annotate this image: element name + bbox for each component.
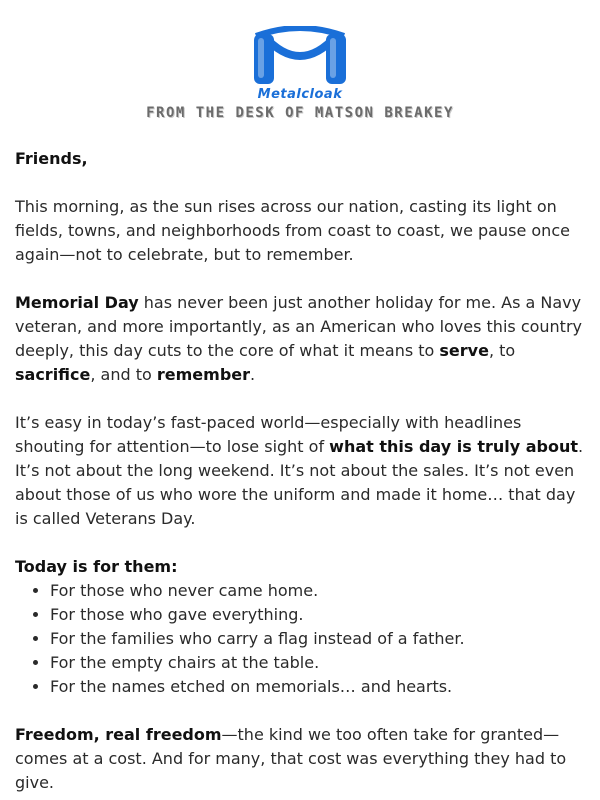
metalcloak-logo-icon [250, 26, 350, 86]
list-item: • For those who gave everything. [50, 603, 585, 627]
greeting: Friends, [15, 149, 88, 168]
today-heading: Today is for them: [15, 557, 178, 576]
paragraph-3: It’s easy in today’s fast-paced world—especially with headlines shouting for attention—to lose sight of what this day is truly about. It’s not about the long weekend. It’s not about the sales. It’s not even about those of us who wore the uniform and made it home… that day is called Veterans Day. [15, 413, 584, 528]
letter-body [0, 135, 600, 795]
list-item: • For the empty chairs at the table. [50, 651, 585, 675]
letter-header [0, 0, 600, 135]
list-item: • For the names etched on memorials… and hearts. [50, 675, 585, 699]
brand-name: Metalcloak [257, 87, 343, 102]
list-item: • For those who never came home. [50, 579, 585, 603]
header-tagline: FROM THE DESK OF MATSON BREAKEY [146, 105, 454, 121]
list-item: • For the families who carry a flag instead of a father. [50, 627, 585, 651]
paragraph-2: Memorial Day has never been just another holiday for me. As a Navy veteran, and more importantly, as an American who loves this country deeply, this day cuts to the core of what it means to serve, to sacrifice, and to remember. [15, 293, 582, 384]
paragraph-1: This morning, as the sun rises across our nation, casting its light on fields, towns, and neighborhoods from coast to coast, we pause once again—not to celebrate, but to remember. [15, 197, 570, 264]
remembrance-list [15, 579, 585, 699]
paragraph-4: Freedom, real freedom—the kind we too often take for granted—comes at a cost. And for many, that cost was everything they had to give. [15, 725, 567, 792]
